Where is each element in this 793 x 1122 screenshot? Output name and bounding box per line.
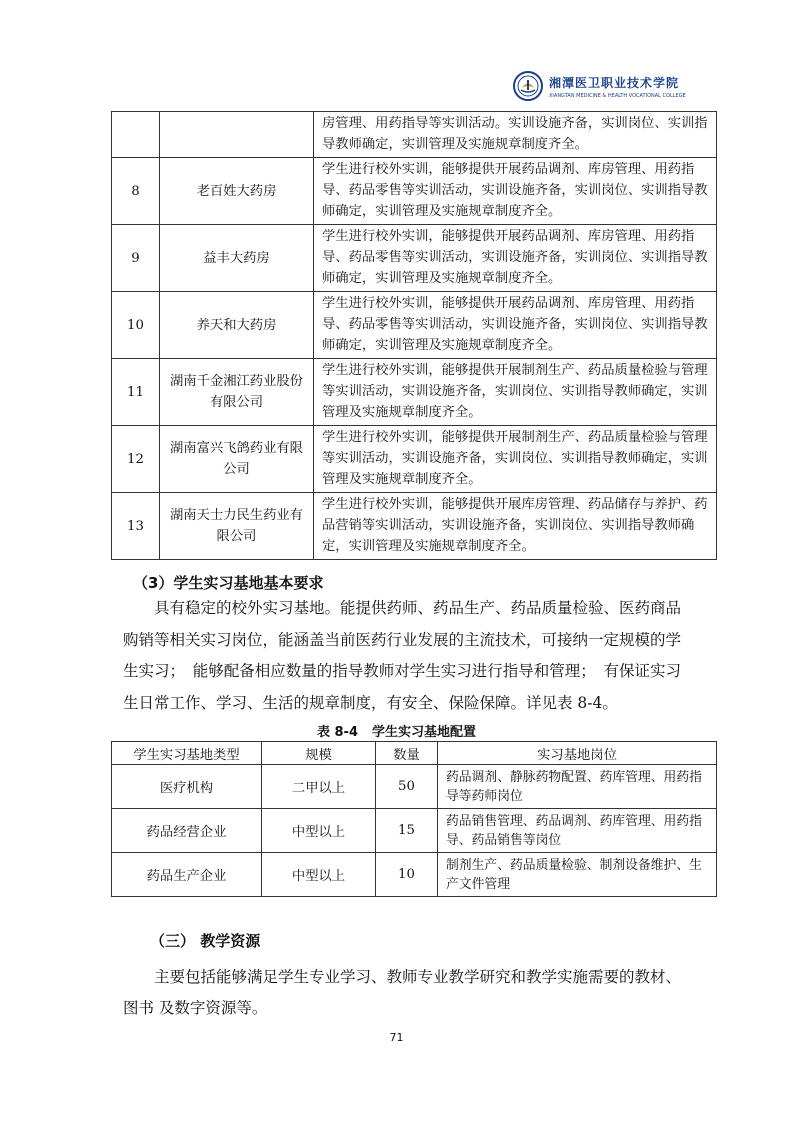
table-header-row (112, 742, 717, 765)
base-name: 益丰大药房 (160, 225, 314, 292)
row-number: 9 (112, 225, 160, 292)
table-row (112, 426, 717, 493)
base-name: 老百姓大药房 (160, 158, 314, 225)
base-name: 养天和大药房 (160, 292, 314, 359)
table-row (112, 853, 717, 897)
logo-text: 湘潭医卫职业技术学院 (549, 75, 680, 90)
base-description: 学生进行校外实训，能够提供开展药品调剂、库房管理、用药指导、药品零售等实训活动，实训设施齐备，实训岗位、实训指导教师确定，实训管理及实施规章制度齐全。 (314, 292, 717, 359)
base-count: 15 (376, 809, 438, 853)
table-row (112, 809, 717, 853)
row-number: 8 (112, 158, 160, 225)
table-caption-title: 学生实习基地配置 (372, 725, 477, 740)
base-posts: 制剂生产、药品质量检验、制剂设备维护、生产文件管理 (438, 853, 717, 897)
base-description: 学生进行校外实训，能够提供开展药品调剂、库房管理、用药指导、药品零售等实训活动，实训设施齐备，实训岗位、实训指导教师确定，实训管理及实施规章制度齐全。 (314, 225, 717, 292)
base-scale: 中型以上 (262, 809, 376, 853)
row-number: 10 (112, 292, 160, 359)
logo-subtitle: XIANGTAN MEDICINE & HEALTH VOCATIONAL COLLEGE (549, 92, 686, 99)
base-description: 学生进行校外实训，能够提供开展库房管理、药品储存与养护、药品营销等实训活动，实训设施齐备，实训岗位、实训指导教师确定，实训管理及实施规章制度齐全。 (314, 493, 717, 560)
practice-base-table (111, 111, 717, 560)
college-emblem-icon (513, 71, 543, 101)
section-paragraph: 主要包括能够满足学生专业学习、教师专业教学研究和教学实施需要的教材、图书 及数字资源等。 (123, 968, 682, 1017)
table-row (112, 292, 717, 359)
base-posts: 药品调剂、静脉药物配置、药库管理、用药指导等药师岗位 (438, 765, 717, 809)
row-number: 12 (112, 426, 160, 493)
table-row (112, 112, 717, 158)
table-row (112, 359, 717, 426)
college-logo (513, 66, 713, 106)
base-description: 学生进行校外实训，能够提供开展制剂生产、药品质量检验与管理等实训活动，实训设施齐备，实训岗位、实训指导教师确定，实训管理及实施规章制度齐全。 (314, 426, 717, 493)
table-row (112, 225, 717, 292)
base-type: 药品经营企业 (112, 809, 262, 853)
table-caption-label: 表 8-4 (316, 725, 358, 740)
base-description: 学生进行校外实训，能够提供开展制剂生产、药品质量检验与管理等实训活动，实训设施齐备，实训岗位、实训指导教师确定，实训管理及实施规章制度齐全。 (314, 359, 717, 426)
column-header: 规模 (262, 742, 376, 765)
base-type: 医疗机构 (112, 765, 262, 809)
section-paragraph: 具有稳定的校外实习基地。能提供药师、药品生产、药品质量检验、医药商品购销等相关实习岗位，能涵盖当前医药行业发展的主流技术，可接纳一定规模的学生实习； 能够配备相应数量的指导教师对学生实习进行指导和管理； 有保证实习生日常工作、学习、生活的规章制度，有安全、保险保障。详见表 8-4。 (123, 599, 682, 712)
base-scale: 二甲以上 (262, 765, 376, 809)
section-heading: （三） 教学资源 (150, 932, 261, 950)
base-posts: 药品销售管理、药品调剂、药库管理、用药指导、药品销售等岗位 (438, 809, 717, 853)
table-row (112, 765, 717, 809)
column-header: 实习基地岗位 (438, 742, 717, 765)
base-description: 房管理、用药指导等实训活动。实训设施齐备，实训岗位、实训指导教师确定，实训管理及实施规章制度齐全。 (314, 112, 717, 158)
table-row (112, 493, 717, 560)
base-name (160, 112, 314, 158)
base-name: 湖南富兴飞鸽药业有限公司 (160, 426, 314, 493)
row-number: 11 (112, 359, 160, 426)
section-heading: （3）学生实习基地基本要求 (133, 574, 324, 592)
base-description: 学生进行校外实训，能够提供开展药品调剂、库房管理、用药指导、药品零售等实训活动，实训设施齐备，实训岗位、实训指导教师确定，实训管理及实施规章制度齐全。 (314, 158, 717, 225)
row-number (112, 112, 160, 158)
table-caption (0, 721, 793, 740)
column-header: 学生实习基地类型 (112, 742, 262, 765)
base-type: 药品生产企业 (112, 853, 262, 897)
internship-base-table (111, 741, 717, 897)
column-header: 数量 (376, 742, 438, 765)
row-number: 13 (112, 493, 160, 560)
table-row (112, 158, 717, 225)
base-scale: 中型以上 (262, 853, 376, 897)
base-count: 10 (376, 853, 438, 897)
base-name: 湖南天士力民生药业有限公司 (160, 493, 314, 560)
page-number: 71 (389, 1031, 404, 1044)
base-count: 50 (376, 765, 438, 809)
base-name: 湖南千金湘江药业股份有限公司 (160, 359, 314, 426)
